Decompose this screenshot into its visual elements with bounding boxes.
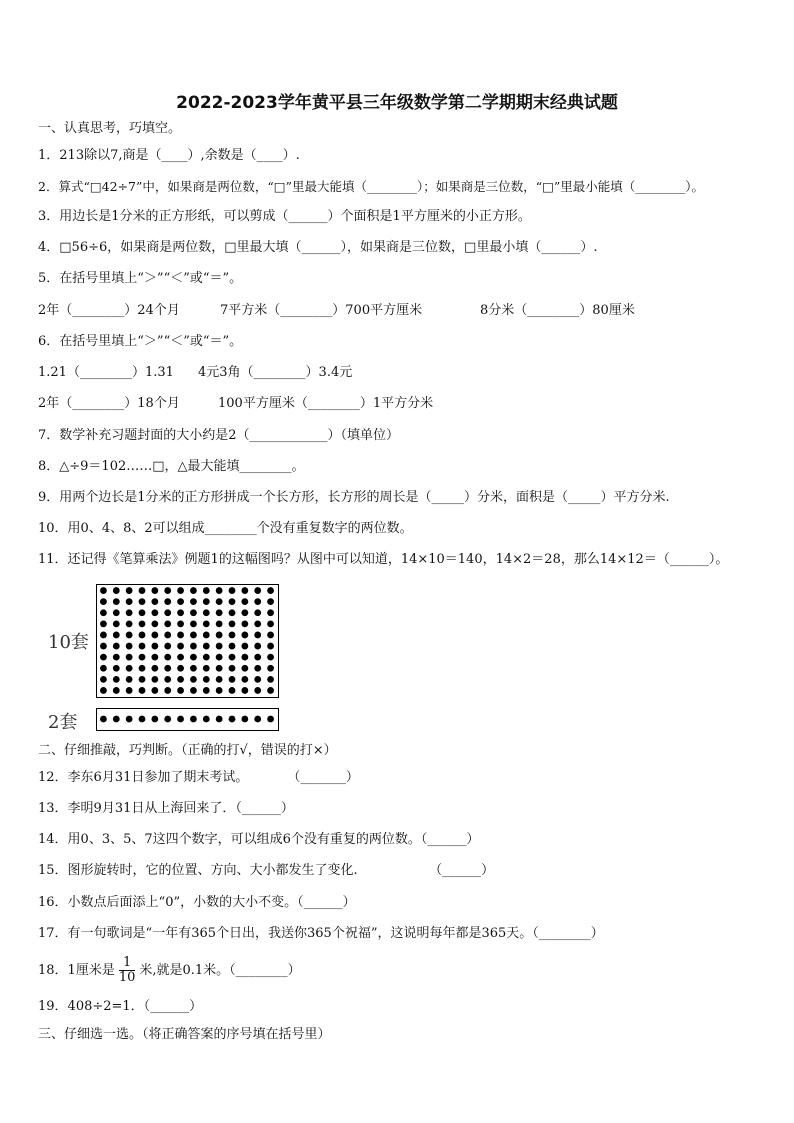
dot <box>113 598 120 605</box>
dot <box>139 716 146 723</box>
dot <box>139 665 146 672</box>
dot <box>203 643 210 650</box>
dot <box>267 687 274 694</box>
dot <box>241 676 248 683</box>
dot-grid-small-svg <box>97 709 280 732</box>
dot <box>126 609 133 616</box>
dot <box>241 654 248 661</box>
dot <box>229 620 236 627</box>
dot <box>164 676 171 683</box>
dot <box>203 676 210 683</box>
dot <box>254 687 261 694</box>
question-13: 13．李明9月31日从上海回来了．（______） <box>38 801 294 816</box>
dot <box>267 654 274 661</box>
dot <box>267 676 274 683</box>
q18-text-before: 18．1厘米是 <box>38 963 115 978</box>
dot <box>267 587 274 594</box>
dot <box>113 676 120 683</box>
fraction-denominator: 10 <box>118 970 136 985</box>
dot-grid-2-rows <box>96 708 279 731</box>
dot <box>190 676 197 683</box>
dot <box>100 598 107 605</box>
dot <box>229 598 236 605</box>
dot <box>177 598 184 605</box>
dot <box>126 632 133 639</box>
dot <box>190 654 197 661</box>
dot <box>113 654 120 661</box>
dot <box>216 687 223 694</box>
dot <box>177 687 184 694</box>
dot <box>113 620 120 627</box>
dot <box>100 716 107 723</box>
dot <box>139 598 146 605</box>
dot <box>164 687 171 694</box>
dot <box>126 665 133 672</box>
dot <box>254 716 261 723</box>
dot <box>190 716 197 723</box>
question-14: 14．用0、3、5、7这四个数字，可以组成6个没有重复的两位数。（______） <box>38 832 480 847</box>
q5-item-3: 8分米（________）80厘米 <box>480 303 635 318</box>
dot <box>229 716 236 723</box>
dot <box>241 632 248 639</box>
dot <box>229 609 236 616</box>
question-9: 9．用两个边长是1分米的正方形拼成一个长方形，长方形的周长是（_____）分米，面积是（_____）平方分米. <box>38 490 670 505</box>
dot <box>190 587 197 594</box>
dot <box>177 587 184 594</box>
dot <box>216 643 223 650</box>
dot <box>190 687 197 694</box>
dot <box>254 632 261 639</box>
dot <box>203 587 210 594</box>
label-2-sets: 2套 <box>48 712 78 733</box>
dot <box>164 620 171 627</box>
q6-item-4: 100平方厘米（________）1平方分米 <box>218 396 434 411</box>
dot <box>267 620 274 627</box>
question-6-items-a <box>38 364 352 382</box>
question-5: 5．在括号里填上“＞”“＜”或“＝”。 <box>38 271 243 286</box>
dot <box>177 716 184 723</box>
dot <box>229 654 236 661</box>
dot <box>254 598 261 605</box>
dot <box>254 676 261 683</box>
dot <box>151 665 158 672</box>
dot <box>164 716 171 723</box>
dot <box>267 598 274 605</box>
dot <box>229 676 236 683</box>
dot <box>203 716 210 723</box>
q6-item-1: 1.21（________）1.31 <box>38 365 174 380</box>
dot <box>126 598 133 605</box>
dot <box>139 676 146 683</box>
dot <box>164 654 171 661</box>
dot <box>151 620 158 627</box>
dot <box>267 643 274 650</box>
dot <box>190 632 197 639</box>
dot <box>126 716 133 723</box>
dot <box>139 687 146 694</box>
dot <box>241 620 248 627</box>
dot <box>216 654 223 661</box>
dot <box>203 598 210 605</box>
dot <box>190 609 197 616</box>
dot <box>177 665 184 672</box>
dot <box>126 587 133 594</box>
q6-item-3: 2年（________）18个月 <box>38 396 180 411</box>
dot <box>164 587 171 594</box>
dot <box>216 665 223 672</box>
dot <box>113 665 120 672</box>
dot <box>100 587 107 594</box>
dot <box>216 609 223 616</box>
q18-text-after: 米,就是0.1米。（________） <box>139 963 301 978</box>
dot <box>229 643 236 650</box>
dot <box>164 632 171 639</box>
dot <box>241 643 248 650</box>
question-6: 6．在括号里填上“＞”“＜”或“＝”。 <box>38 334 243 349</box>
dot <box>100 654 107 661</box>
dot <box>126 654 133 661</box>
dot-array-figure <box>40 584 290 734</box>
dot <box>113 609 120 616</box>
question-19: 19．408÷2=1．（______） <box>38 999 203 1014</box>
dot <box>151 587 158 594</box>
dot <box>203 687 210 694</box>
dot <box>100 676 107 683</box>
question-17: 17．有一句歌词是“一年有365个日出，我送你365个祝福”，这说明每年都是365天。（________） <box>38 926 604 941</box>
dot <box>139 587 146 594</box>
dot <box>241 716 248 723</box>
section-heading-choice: 三、仔细选一选。（将正确答案的序号填在括号里） <box>38 1027 331 1042</box>
dot <box>254 665 261 672</box>
dot <box>113 643 120 650</box>
dot <box>113 632 120 639</box>
dot <box>164 665 171 672</box>
dot <box>190 665 197 672</box>
question-3: 3．用边长是1分米的正方形纸，可以剪成（______）个面积是1平方厘米的小正方形。 <box>38 209 531 224</box>
page-title: 2022-2023学年黄平县三年级数学第二学期期末经典试题 <box>176 93 618 113</box>
dot <box>139 632 146 639</box>
dot <box>126 620 133 627</box>
dot <box>126 687 133 694</box>
dot <box>139 654 146 661</box>
dot <box>216 620 223 627</box>
dot <box>203 620 210 627</box>
dot <box>241 609 248 616</box>
dot <box>100 632 107 639</box>
dot <box>151 687 158 694</box>
section-heading-judge: 二、仔细推敲，巧判断。（正确的打√，错误的打×） <box>38 743 337 758</box>
dot <box>177 632 184 639</box>
question-10: 10．用0、4、8、2可以组成________个没有重复数字的两位数。 <box>38 521 413 536</box>
fraction-one-tenth <box>119 956 136 985</box>
dot <box>241 687 248 694</box>
question-18 <box>38 954 301 988</box>
question-8: 8．△÷9＝102……□，△最大能填________。 <box>38 459 305 474</box>
dot <box>100 687 107 694</box>
dot <box>267 632 274 639</box>
dot <box>254 609 261 616</box>
dot <box>203 609 210 616</box>
question-6-items-b <box>38 395 433 413</box>
dot <box>151 643 158 650</box>
dot <box>113 587 120 594</box>
dot <box>241 587 248 594</box>
dot <box>177 609 184 616</box>
dot <box>216 716 223 723</box>
dot <box>203 654 210 661</box>
dot <box>151 654 158 661</box>
dot <box>151 716 158 723</box>
dot <box>267 665 274 672</box>
dot <box>229 687 236 694</box>
question-7: 7．数学补充习题封面的大小约是2（____________）（填单位） <box>38 428 400 443</box>
question-1: 1．213除以7,商是（____）,余数是（____）. <box>38 148 300 163</box>
dot <box>190 598 197 605</box>
dot <box>254 587 261 594</box>
question-2: 2．算式“□42÷7”中，如果商是两位数，“□”里最大能填（________）；如果商是三位数，“□”里最小能填（________）。 <box>38 179 705 194</box>
dot <box>164 598 171 605</box>
dot <box>216 598 223 605</box>
dot <box>241 665 248 672</box>
dot <box>254 654 261 661</box>
q5-item-1: 2年（________）24个月 <box>38 303 180 318</box>
dot <box>113 687 120 694</box>
dot <box>229 632 236 639</box>
dot <box>190 643 197 650</box>
dot <box>100 665 107 672</box>
question-15: 15．图形旋转时，它的位置、方向、大小都发生了变化. （______） <box>38 863 495 878</box>
dot <box>177 620 184 627</box>
question-16: 16．小数点后面添上“0”，小数的大小不变。（______） <box>38 895 356 910</box>
question-11: 11．还记得《笔算乘法》例题1的这幅图吗？从图中可以知道，14×10＝140，14×2＝28，那么14×12＝（______）。 <box>38 552 729 567</box>
dot <box>100 609 107 616</box>
dot <box>254 620 261 627</box>
dot <box>203 632 210 639</box>
dot <box>126 676 133 683</box>
dot <box>203 665 210 672</box>
dot <box>151 598 158 605</box>
dot <box>177 654 184 661</box>
dot <box>267 609 274 616</box>
dot <box>113 716 120 723</box>
question-4: 4．□56÷6，如果商是两位数，□里最大填（______），如果商是三位数，□里最小填（______）. <box>38 240 598 255</box>
dot <box>229 587 236 594</box>
fraction-numerator: 1 <box>119 956 136 971</box>
question-12: 12．李东6月31日参加了期末考试。 （_______） <box>38 770 359 785</box>
dot <box>254 643 261 650</box>
dot <box>216 676 223 683</box>
dot <box>151 632 158 639</box>
dot <box>229 665 236 672</box>
dot <box>139 643 146 650</box>
section-heading-fill-in: 一、认真思考，巧填空。 <box>38 121 182 136</box>
dot <box>100 643 107 650</box>
dot <box>216 587 223 594</box>
dot <box>241 598 248 605</box>
dot <box>190 620 197 627</box>
dot <box>177 643 184 650</box>
dot <box>267 716 274 723</box>
label-10-sets: 10套 <box>48 632 89 653</box>
dot <box>100 620 107 627</box>
dot <box>139 609 146 616</box>
dot <box>216 632 223 639</box>
dot <box>151 676 158 683</box>
dot-grid-10-rows <box>96 584 279 698</box>
dot <box>126 643 133 650</box>
question-5-items <box>38 302 635 320</box>
dot <box>151 609 158 616</box>
dot <box>164 643 171 650</box>
dot <box>139 620 146 627</box>
dot <box>164 609 171 616</box>
dot <box>177 676 184 683</box>
q5-item-2: 7平方米（________）700平方厘米 <box>220 303 423 318</box>
q6-item-2: 4元3角（________）3.4元 <box>198 365 353 380</box>
dot-grid-big-svg <box>97 585 280 699</box>
